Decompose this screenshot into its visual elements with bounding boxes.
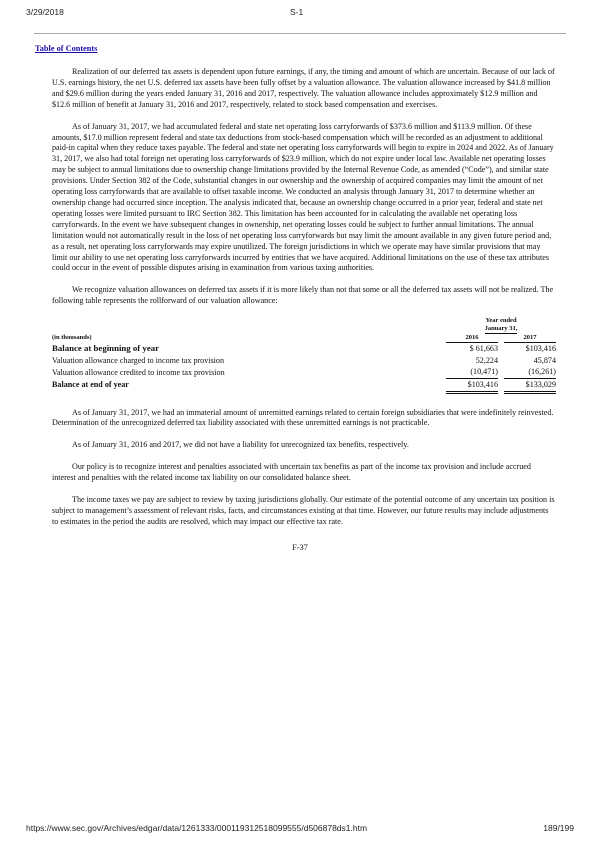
page-count: 189/199 (543, 823, 574, 833)
paragraph-unremitted-earnings: As of January 31, 2017, we had an immaterial amount of unremitted earnings related to certain foreign subsidiaries that were indefinitely reinvested. Determination of the unrecognized deferred tax liability associated with these unremitted earnings is not practicable. (52, 407, 554, 428)
value-2017: $133,029 (504, 378, 556, 392)
period-header-line2: January 31, (484, 325, 518, 333)
row-label: Valuation allowance credited to income tax provision (52, 367, 225, 377)
row-label: Balance at beginning of year (52, 342, 160, 353)
valuation-allowance-table (52, 317, 556, 393)
period-header-line1: Year ended (485, 317, 517, 325)
table-of-contents-link[interactable]: Table of Contents (35, 44, 98, 53)
paragraph-valuation-policy: We recognize valuation allowances on deferred tax assets if it is more likely than not that some or all the deferred tax assets will not be realized. The following table represents the rollforward of our valuation allowance: (52, 285, 554, 306)
page-number: F-37 (292, 542, 308, 552)
value-2016: (10,471) (446, 366, 498, 378)
value-2017: $103,416 (525, 344, 556, 354)
paragraph-nol-carryforwards: As of January 31, 2017, we had accumulated federal and state net operating loss carryforwards of $373.6 million and $113.9 million. Of these amounts, $17.0 million represent federal and state tax deductions from stock-based compensation which will be recorded as an adjustment to additional paid-in capital when they reduce taxes payable. The federal and state net operating loss carryforwards will begin to expire in 2024 and 2022. As of January 31, 2017, we also had total foreign net operating loss carryforwards of $23.9 million, which do not expire under local law. Available net operating losses may be subject to annual limitations due to ownership change limitations provided by the Internal Revenue Code, as amended (“Code”), and similar state provisions. Under Section 382 of the Code, substantial changes in our ownership and the ownership of acquired companies may limit the amount of net operating loss carryforwards that are available to offset taxable income. We conducted an analysis through January 31, 2017 to determine whether an ownership change had occurred since inception. The analysis indicated that, because an ownership change occurred in a prior year, federal and state net operating losses were limited pursuant to IRC Section 382. This limitation has been accounted for in calculating the available net operating loss carryforwards. In the event we have subsequent changes in ownership, net operating losses could be subject to further annual limitations. The annual limitation would not automatically result in the loss of net operating loss carryforwards but may limit the amount available in any given future period and, as a result, net operating loss carryforwards may expire unutilized. The foreign jurisdictions in which we operate may have similar provisions that may limit our ability to use net operating loss carryforwards incurred by entities that we have acquired. Additional limitations on the use of these tax attributes could occur in the event of possible disputes arising in examination from various taxing authorities. (52, 121, 554, 273)
paragraph-valuation-allowance: Realization of our deferred tax assets is dependent upon future earnings, if any, the timing and amount of which are uncertain. Because of our lack of U.S. earnings history, the net U.S. deferred tax assets have been fully offset by a valuation allowance. The valuation allowance increased by $41.8 million and $29.6 million during the years ended January 31, 2016 and 2017, respectively. The valuation allowance includes approximately $12.9 million and $12.6 million of benefit at January 31, 2016 and 2017, respectively, related to stock based compensation and exercises. (52, 67, 555, 109)
column-header-2017: 2017 (504, 334, 556, 343)
value-2016: $ 61,663 (469, 344, 498, 354)
page-url: https://www.sec.gov/Archives/edgar/data/1261333/000119312518099555/d506878ds1.htm (26, 823, 368, 833)
row-label: Balance at end of year (52, 380, 129, 390)
value-2016: 52,224 (475, 355, 498, 365)
paragraph-unrecognized-benefits: As of January 31, 2016 and 2017, we did not have a liability for unrecognized tax benefits, respectively. (72, 440, 409, 450)
value-2017: (16,261) (504, 366, 556, 378)
period-header (446, 317, 556, 334)
print-date: 3/29/2018 (26, 7, 64, 17)
print-title: S-1 (290, 7, 304, 17)
paragraph-interest-penalties: Our policy is to recognize interest and penalties associated with uncertain tax benefits as part of the income tax provision and include accrued interest and penalties with the related income tax liability on our consolidated balance sheet. (52, 462, 531, 483)
row-label: Valuation allowance charged to income tax provision (52, 355, 225, 365)
table-row (52, 366, 556, 378)
table-row (52, 343, 556, 355)
value-2017: 45,874 (533, 355, 556, 365)
table-row (52, 355, 556, 367)
unit-label: (in thousands) (52, 334, 92, 342)
value-2016: $103,416 (446, 378, 498, 392)
column-header-2016: 2016 (446, 334, 498, 343)
table-row (52, 378, 556, 392)
paragraph-tax-review: The income taxes we pay are subject to review by taxing jurisdictions globally. Our estimate of the potential outcome of any uncertain tax position is subject to management’s assessment of relevant risks, facts, and circumstances existing at that time. However, our future results may include adjustments to estimates in the period the audits are resolved, which may impact our effective tax rate. (52, 495, 555, 526)
